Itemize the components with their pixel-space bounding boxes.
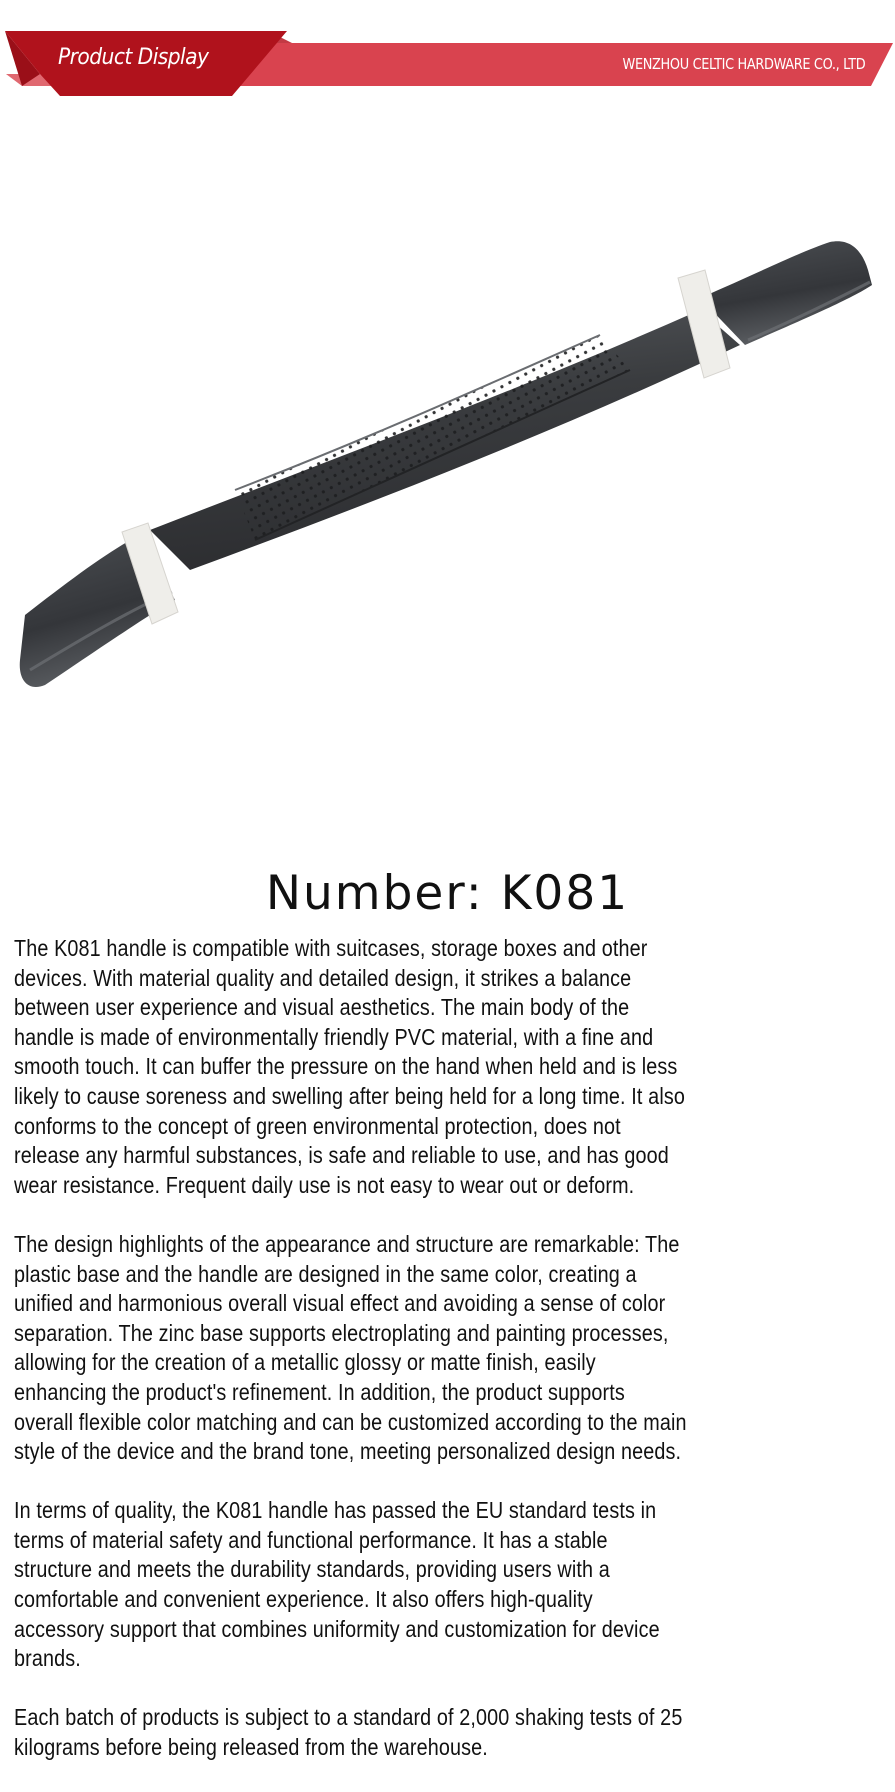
company-name: WENZHOU CELTIC HARDWARE CO., LTD: [622, 55, 865, 73]
text-line: devices. With material quality and detailed design, it strikes a balance: [14, 964, 632, 991]
text-line: kilograms before being released from the warehouse.: [14, 1734, 488, 1761]
description-paragraph-3: [14, 1496, 894, 1674]
text-line: terms of material safety and functional performance. It has a stable: [14, 1526, 608, 1553]
text-line: between user experience and visual aesthetics. The main body of the: [14, 994, 630, 1021]
text-line: allowing for the creation of a metallic glossy or matte finish, easily: [14, 1349, 596, 1376]
luggage-handle-icon: [0, 200, 895, 720]
description-paragraph-1: [14, 934, 894, 1200]
grip-texture: [235, 335, 630, 540]
text-line: plastic base and the handle are designed in the same color, creating a: [14, 1260, 637, 1287]
text-line: wear resistance. Frequent daily use is not easy to wear out or deform.: [14, 1171, 635, 1198]
text-line: unified and harmonious overall visual effect and avoiding a sense of color: [14, 1290, 666, 1317]
text-line: conforms to the concept of green environmental protection, does not: [14, 1112, 621, 1139]
text-line: smooth touch. It can buffer the pressure on the hand when held and is less: [14, 1053, 678, 1080]
text-line: release any harmful substances, is safe and reliable to use, and has good: [14, 1142, 669, 1169]
text-line: structure and meets the durability standards, providing users with a: [14, 1556, 610, 1583]
text-line: brands.: [14, 1645, 81, 1672]
text-line: The design highlights of the appearance and structure are remarkable: The: [14, 1230, 680, 1257]
text-line: handle is made of environmentally friendly PVC material, with a fine and: [14, 1023, 654, 1050]
description-paragraph-2: [14, 1230, 894, 1467]
text-line: accessory support that combines uniformity and customization for device: [14, 1615, 660, 1642]
grip-edge-bottom: [255, 370, 630, 540]
description-paragraph-4: [14, 1703, 894, 1762]
product-number-title: Number: K081: [265, 866, 630, 921]
header-banner: [0, 0, 895, 110]
text-line: enhancing the product's refinement. In addition, the product supports: [14, 1378, 625, 1405]
text-line: In terms of quality, the K081 handle has passed the EU standard tests in: [14, 1497, 657, 1524]
product-description: [14, 934, 894, 1792]
text-line: Each batch of products is subject to a standard of 2,000 shaking tests of 25: [14, 1704, 683, 1731]
text-line: style of the device and the brand tone, meeting personalized design needs.: [14, 1438, 682, 1465]
text-line: separation. The zinc base supports electroplating and painting processes,: [14, 1319, 669, 1346]
text-line: overall flexible color matching and can be customized according to the main: [14, 1408, 687, 1435]
text-line: The K081 handle is compatible with suitcases, storage boxes and other: [14, 935, 648, 961]
text-line: likely to cause soreness and swelling after being held for a long time. It also: [14, 1082, 685, 1109]
text-line: comfortable and convenient experience. It also offers high-quality: [14, 1586, 593, 1613]
banner-title: Product Display: [58, 45, 209, 70]
product-image: [0, 200, 895, 720]
